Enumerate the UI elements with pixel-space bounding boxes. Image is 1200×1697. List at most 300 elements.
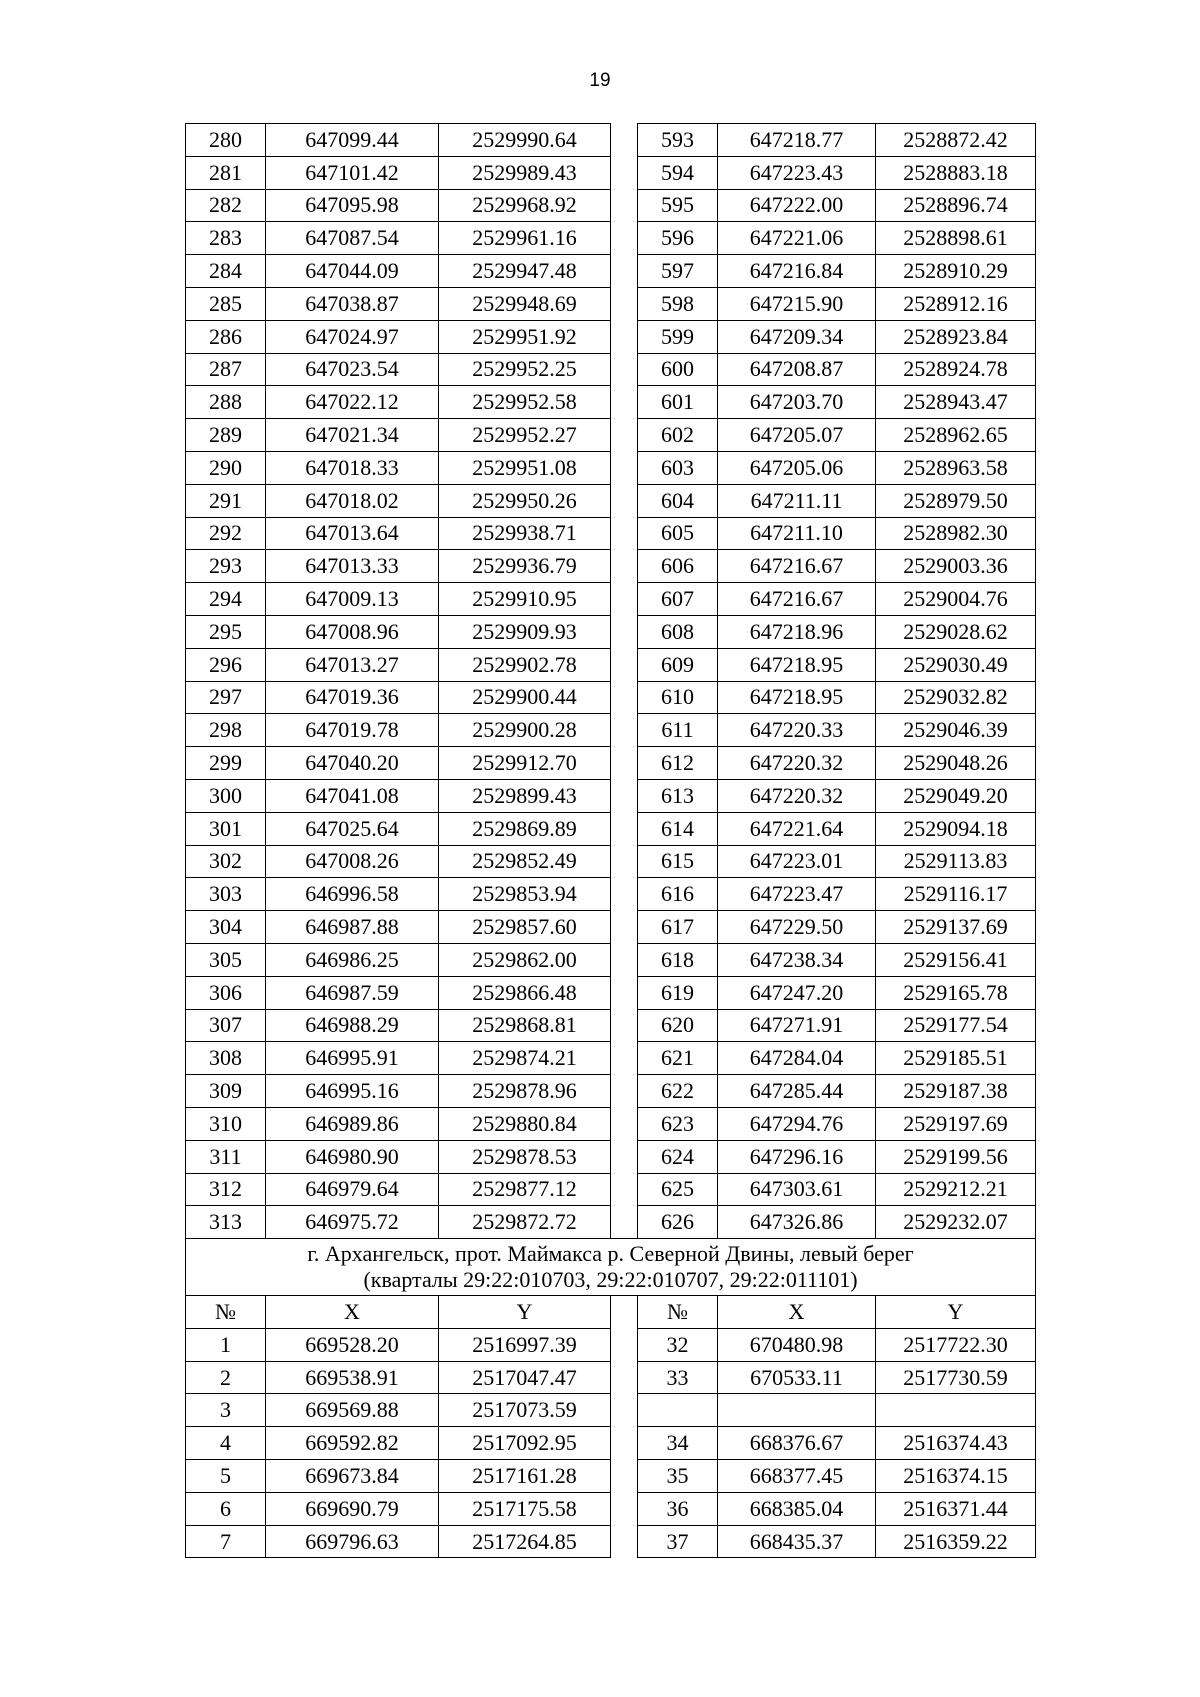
cell-y-left: 2529880.84 bbox=[439, 1107, 611, 1140]
cell-point-number-right: 37 bbox=[638, 1525, 718, 1558]
cell-y-left: 2529912.70 bbox=[439, 747, 611, 780]
cell-y-right: 2516374.15 bbox=[876, 1460, 1036, 1493]
column-gap bbox=[611, 1525, 638, 1558]
column-header-x-left: X bbox=[266, 1296, 439, 1329]
cell-x-right: 647222.00 bbox=[718, 189, 876, 222]
cell-point-number-left: 1 bbox=[186, 1328, 266, 1361]
cell-point-number-left: 304 bbox=[186, 911, 266, 944]
cell-y-left: 2529961.16 bbox=[439, 222, 611, 255]
page-number: 19 bbox=[589, 70, 611, 91]
cell-y-left: 2529910.95 bbox=[439, 583, 611, 616]
table-row bbox=[186, 1427, 1036, 1460]
cell-x-right: 647211.10 bbox=[718, 517, 876, 550]
cell-x-left: 646995.91 bbox=[266, 1042, 439, 1075]
column-gap bbox=[611, 845, 638, 878]
column-gap bbox=[611, 648, 638, 681]
cell-x-left: 669690.79 bbox=[266, 1492, 439, 1525]
cell-y-right: 2529187.38 bbox=[876, 1075, 1036, 1108]
cell-x-right: 647203.70 bbox=[718, 386, 876, 419]
cell-x-left: 647021.34 bbox=[266, 419, 439, 452]
table-row bbox=[186, 1140, 1036, 1173]
cell-x-right: 647221.06 bbox=[718, 222, 876, 255]
table-row bbox=[186, 451, 1036, 484]
table-row bbox=[186, 353, 1036, 386]
cell-x-right: 647208.87 bbox=[718, 353, 876, 386]
cell-y-left: 2529862.00 bbox=[439, 943, 611, 976]
column-gap bbox=[611, 1460, 638, 1493]
cell-point-number-left: 2 bbox=[186, 1361, 266, 1394]
cell-point-number-right: 606 bbox=[638, 550, 718, 583]
cell-y-right: 2528912.16 bbox=[876, 287, 1036, 320]
cell-y-right: 2528979.50 bbox=[876, 484, 1036, 517]
column-gap bbox=[611, 976, 638, 1009]
cell-x-right: 647294.76 bbox=[718, 1107, 876, 1140]
cell-point-number-left: 287 bbox=[186, 353, 266, 386]
table-row bbox=[186, 222, 1036, 255]
cell-x-left: 647018.33 bbox=[266, 451, 439, 484]
cell-x-right: 647223.43 bbox=[718, 156, 876, 189]
table-row bbox=[186, 812, 1036, 845]
cell-y-left: 2517047.47 bbox=[439, 1361, 611, 1394]
cell-x-left: 647009.13 bbox=[266, 583, 439, 616]
cell-point-number-left: 294 bbox=[186, 583, 266, 616]
cell-y-left: 2529866.48 bbox=[439, 976, 611, 1009]
cell-point-number-right: 612 bbox=[638, 747, 718, 780]
cell-point-number-right: 597 bbox=[638, 255, 718, 288]
cell-point-number-left: 313 bbox=[186, 1206, 266, 1239]
cell-y-left: 2529948.69 bbox=[439, 287, 611, 320]
cell-x-left: 647025.64 bbox=[266, 812, 439, 845]
cell-point-number-left: 283 bbox=[186, 222, 266, 255]
table-row bbox=[186, 747, 1036, 780]
cell-y-right bbox=[876, 1394, 1036, 1427]
cell-y-right: 2528963.58 bbox=[876, 451, 1036, 484]
cell-point-number-right: 616 bbox=[638, 878, 718, 911]
column-header-row bbox=[186, 1296, 1036, 1329]
cell-point-number-right: 622 bbox=[638, 1075, 718, 1108]
cell-x-left: 647008.96 bbox=[266, 615, 439, 648]
column-gap bbox=[611, 320, 638, 353]
cell-y-right: 2529185.51 bbox=[876, 1042, 1036, 1075]
cell-x-left: 646987.59 bbox=[266, 976, 439, 1009]
cell-x-left: 669569.88 bbox=[266, 1394, 439, 1427]
column-gap bbox=[611, 451, 638, 484]
cell-x-left: 646987.88 bbox=[266, 911, 439, 944]
cell-point-number-left: 293 bbox=[186, 550, 266, 583]
cell-y-left: 2529853.94 bbox=[439, 878, 611, 911]
cell-point-number-left: 309 bbox=[186, 1075, 266, 1108]
cell-point-number-left: 310 bbox=[186, 1107, 266, 1140]
cell-x-left: 647022.12 bbox=[266, 386, 439, 419]
cell-point-number-right: 34 bbox=[638, 1427, 718, 1460]
cell-y-left: 2517264.85 bbox=[439, 1525, 611, 1558]
column-gap bbox=[611, 550, 638, 583]
cell-y-left: 2529872.72 bbox=[439, 1206, 611, 1239]
cell-point-number-left: 302 bbox=[186, 845, 266, 878]
table-row bbox=[186, 320, 1036, 353]
table-row bbox=[186, 976, 1036, 1009]
table-row bbox=[186, 845, 1036, 878]
table-row bbox=[186, 386, 1036, 419]
column-gap bbox=[611, 287, 638, 320]
cell-y-right: 2529199.56 bbox=[876, 1140, 1036, 1173]
cell-y-right: 2529048.26 bbox=[876, 747, 1036, 780]
column-gap bbox=[611, 1328, 638, 1361]
column-gap bbox=[611, 353, 638, 386]
cell-y-right: 2529032.82 bbox=[876, 681, 1036, 714]
cell-point-number-right: 595 bbox=[638, 189, 718, 222]
column-gap bbox=[611, 714, 638, 747]
cell-x-left: 669538.91 bbox=[266, 1361, 439, 1394]
cell-x-left: 647008.26 bbox=[266, 845, 439, 878]
cell-point-number-right: 604 bbox=[638, 484, 718, 517]
cell-point-number-right: 623 bbox=[638, 1107, 718, 1140]
cell-y-right: 2529094.18 bbox=[876, 812, 1036, 845]
column-gap bbox=[611, 1492, 638, 1525]
cell-y-right: 2528982.30 bbox=[876, 517, 1036, 550]
cell-point-number-left: 299 bbox=[186, 747, 266, 780]
cell-y-left: 2529909.93 bbox=[439, 615, 611, 648]
column-header-y-right: Y bbox=[876, 1296, 1036, 1329]
cell-y-right: 2529137.69 bbox=[876, 911, 1036, 944]
table-row bbox=[186, 1173, 1036, 1206]
cell-y-left: 2517073.59 bbox=[439, 1394, 611, 1427]
cell-x-right: 647205.06 bbox=[718, 451, 876, 484]
cell-point-number-right: 617 bbox=[638, 911, 718, 944]
cell-x-right: 647223.47 bbox=[718, 878, 876, 911]
table-row bbox=[186, 1328, 1036, 1361]
cell-point-number-left: 289 bbox=[186, 419, 266, 452]
coordinates-table-top-body bbox=[186, 124, 1036, 1239]
cell-point-number-right: 610 bbox=[638, 681, 718, 714]
cell-y-left: 2529951.08 bbox=[439, 451, 611, 484]
column-header-number-right: № bbox=[638, 1296, 718, 1329]
cell-point-number-left: 292 bbox=[186, 517, 266, 550]
column-gap bbox=[611, 1394, 638, 1427]
cell-point-number-left: 297 bbox=[186, 681, 266, 714]
cell-x-right: 647216.84 bbox=[718, 255, 876, 288]
column-gap bbox=[611, 1140, 638, 1173]
section-title bbox=[186, 1239, 1036, 1296]
cell-point-number-right bbox=[638, 1394, 718, 1427]
column-gap bbox=[611, 517, 638, 550]
column-gap bbox=[611, 1296, 638, 1329]
cell-y-left: 2517092.95 bbox=[439, 1427, 611, 1460]
column-gap bbox=[611, 1107, 638, 1140]
cell-point-number-left: 5 bbox=[186, 1460, 266, 1493]
cell-x-left: 646995.16 bbox=[266, 1075, 439, 1108]
cell-x-left: 647038.87 bbox=[266, 287, 439, 320]
cell-x-right: 647215.90 bbox=[718, 287, 876, 320]
cell-y-left: 2529936.79 bbox=[439, 550, 611, 583]
cell-y-right: 2528898.61 bbox=[876, 222, 1036, 255]
cell-y-left: 2529951.92 bbox=[439, 320, 611, 353]
table-row bbox=[186, 156, 1036, 189]
cell-x-left: 646980.90 bbox=[266, 1140, 439, 1173]
cell-x-right: 647284.04 bbox=[718, 1042, 876, 1075]
cell-point-number-right: 613 bbox=[638, 779, 718, 812]
cell-point-number-right: 596 bbox=[638, 222, 718, 255]
table-row bbox=[186, 1206, 1036, 1239]
cell-y-right: 2528924.78 bbox=[876, 353, 1036, 386]
table-row bbox=[186, 615, 1036, 648]
cell-x-right: 647220.33 bbox=[718, 714, 876, 747]
cell-y-left: 2529878.53 bbox=[439, 1140, 611, 1173]
cell-x-left: 647101.42 bbox=[266, 156, 439, 189]
cell-point-number-left: 280 bbox=[186, 124, 266, 157]
table-row bbox=[186, 1107, 1036, 1140]
column-header-y-left: Y bbox=[439, 1296, 611, 1329]
cell-x-right: 668376.67 bbox=[718, 1427, 876, 1460]
column-gap bbox=[611, 779, 638, 812]
cell-point-number-left: 281 bbox=[186, 156, 266, 189]
cell-y-left: 2529902.78 bbox=[439, 648, 611, 681]
column-gap bbox=[611, 1206, 638, 1239]
table-row bbox=[186, 878, 1036, 911]
cell-point-number-right: 625 bbox=[638, 1173, 718, 1206]
cell-x-right: 668377.45 bbox=[718, 1460, 876, 1493]
column-gap bbox=[611, 484, 638, 517]
cell-point-number-left: 284 bbox=[186, 255, 266, 288]
cell-y-right: 2529004.76 bbox=[876, 583, 1036, 616]
table-row bbox=[186, 1525, 1036, 1558]
cell-x-left: 647087.54 bbox=[266, 222, 439, 255]
cell-x-left: 646989.86 bbox=[266, 1107, 439, 1140]
cell-point-number-left: 282 bbox=[186, 189, 266, 222]
table-row bbox=[186, 1009, 1036, 1042]
column-gap bbox=[611, 156, 638, 189]
table-row bbox=[186, 1460, 1036, 1493]
table-row bbox=[186, 1075, 1036, 1108]
cell-x-right: 668385.04 bbox=[718, 1492, 876, 1525]
cell-x-right: 647296.16 bbox=[718, 1140, 876, 1173]
cell-point-number-right: 614 bbox=[638, 812, 718, 845]
table-row bbox=[186, 583, 1036, 616]
cell-point-number-right: 621 bbox=[638, 1042, 718, 1075]
cell-y-right: 2528883.18 bbox=[876, 156, 1036, 189]
cell-x-left: 647044.09 bbox=[266, 255, 439, 288]
cell-x-right: 647285.44 bbox=[718, 1075, 876, 1108]
cell-point-number-left: 307 bbox=[186, 1009, 266, 1042]
cell-point-number-left: 301 bbox=[186, 812, 266, 845]
cell-y-right: 2529116.17 bbox=[876, 878, 1036, 911]
cell-x-left: 669673.84 bbox=[266, 1460, 439, 1493]
cell-y-right: 2528923.84 bbox=[876, 320, 1036, 353]
cell-point-number-right: 601 bbox=[638, 386, 718, 419]
cell-point-number-right: 608 bbox=[638, 615, 718, 648]
coordinates-table-bottom-body bbox=[186, 1328, 1036, 1558]
table-row bbox=[186, 714, 1036, 747]
cell-point-number-right: 598 bbox=[638, 287, 718, 320]
cell-y-left: 2529947.48 bbox=[439, 255, 611, 288]
cell-y-right: 2528896.74 bbox=[876, 189, 1036, 222]
section-title-line-2: (кварталы 29:22:010703, 29:22:010707, 29:22:011101) bbox=[363, 1267, 858, 1293]
cell-y-right: 2529197.69 bbox=[876, 1107, 1036, 1140]
cell-point-number-right: 626 bbox=[638, 1206, 718, 1239]
cell-x-left: 647013.33 bbox=[266, 550, 439, 583]
cell-x-left: 647019.78 bbox=[266, 714, 439, 747]
cell-y-right: 2529177.54 bbox=[876, 1009, 1036, 1042]
table-row bbox=[186, 287, 1036, 320]
cell-y-left: 2529989.43 bbox=[439, 156, 611, 189]
cell-x-right: 668435.37 bbox=[718, 1525, 876, 1558]
cell-y-right: 2529232.07 bbox=[876, 1206, 1036, 1239]
cell-point-number-left: 4 bbox=[186, 1427, 266, 1460]
cell-y-left: 2529952.27 bbox=[439, 419, 611, 452]
cell-y-left: 2516997.39 bbox=[439, 1328, 611, 1361]
column-gap bbox=[611, 1042, 638, 1075]
table-row bbox=[186, 1394, 1036, 1427]
column-gap bbox=[611, 1427, 638, 1460]
column-gap bbox=[611, 1075, 638, 1108]
cell-point-number-left: 7 bbox=[186, 1525, 266, 1558]
cell-y-right: 2528962.65 bbox=[876, 419, 1036, 452]
column-gap bbox=[611, 943, 638, 976]
column-gap bbox=[611, 1361, 638, 1394]
cell-x-right: 647220.32 bbox=[718, 779, 876, 812]
cell-point-number-right: 619 bbox=[638, 976, 718, 1009]
table-row bbox=[186, 1361, 1036, 1394]
column-gap bbox=[611, 124, 638, 157]
cell-point-number-left: 291 bbox=[186, 484, 266, 517]
cell-point-number-right: 615 bbox=[638, 845, 718, 878]
cell-point-number-right: 600 bbox=[638, 353, 718, 386]
cell-x-right: 647209.34 bbox=[718, 320, 876, 353]
cell-point-number-right: 33 bbox=[638, 1361, 718, 1394]
cell-x-left: 647019.36 bbox=[266, 681, 439, 714]
cell-y-right: 2529046.39 bbox=[876, 714, 1036, 747]
cell-point-number-left: 285 bbox=[186, 287, 266, 320]
cell-x-left: 646979.64 bbox=[266, 1173, 439, 1206]
cell-point-number-left: 303 bbox=[186, 878, 266, 911]
cell-x-right: 647216.67 bbox=[718, 550, 876, 583]
column-gap bbox=[611, 255, 638, 288]
table-row bbox=[186, 1492, 1036, 1525]
cell-y-right: 2528910.29 bbox=[876, 255, 1036, 288]
column-gap bbox=[611, 419, 638, 452]
table-row bbox=[186, 484, 1036, 517]
table-row bbox=[186, 124, 1036, 157]
column-gap bbox=[611, 1009, 638, 1042]
column-gap bbox=[611, 1173, 638, 1206]
cell-point-number-left: 312 bbox=[186, 1173, 266, 1206]
cell-x-right: 647271.91 bbox=[718, 1009, 876, 1042]
cell-x-right: 647211.11 bbox=[718, 484, 876, 517]
table-row bbox=[186, 189, 1036, 222]
cell-point-number-right: 35 bbox=[638, 1460, 718, 1493]
cell-point-number-right: 624 bbox=[638, 1140, 718, 1173]
table-row bbox=[186, 943, 1036, 976]
cell-y-right: 2528943.47 bbox=[876, 386, 1036, 419]
cell-point-number-left: 306 bbox=[186, 976, 266, 1009]
table-row bbox=[186, 681, 1036, 714]
cell-point-number-left: 290 bbox=[186, 451, 266, 484]
cell-x-left: 646975.72 bbox=[266, 1206, 439, 1239]
cell-y-right: 2529028.62 bbox=[876, 615, 1036, 648]
section-title-row bbox=[186, 1239, 1036, 1296]
cell-x-right: 647218.77 bbox=[718, 124, 876, 157]
cell-x-left: 646986.25 bbox=[266, 943, 439, 976]
cell-y-right: 2529003.36 bbox=[876, 550, 1036, 583]
cell-x-right: 647229.50 bbox=[718, 911, 876, 944]
column-gap bbox=[611, 583, 638, 616]
cell-y-left: 2529990.64 bbox=[439, 124, 611, 157]
cell-x-left: 669796.63 bbox=[266, 1525, 439, 1558]
cell-y-left: 2529877.12 bbox=[439, 1173, 611, 1206]
cell-x-left: 647013.27 bbox=[266, 648, 439, 681]
cell-point-number-right: 36 bbox=[638, 1492, 718, 1525]
cell-point-number-right: 599 bbox=[638, 320, 718, 353]
table-row bbox=[186, 911, 1036, 944]
cell-y-left: 2517161.28 bbox=[439, 1460, 611, 1493]
column-gap bbox=[611, 386, 638, 419]
cell-point-number-left: 308 bbox=[186, 1042, 266, 1075]
cell-x-left: 669592.82 bbox=[266, 1427, 439, 1460]
cell-x-right: 647205.07 bbox=[718, 419, 876, 452]
cell-y-right: 2529049.20 bbox=[876, 779, 1036, 812]
cell-y-right: 2529030.49 bbox=[876, 648, 1036, 681]
cell-x-left: 647041.08 bbox=[266, 779, 439, 812]
table-row bbox=[186, 255, 1036, 288]
cell-x-right: 647218.95 bbox=[718, 648, 876, 681]
cell-x-right: 647220.32 bbox=[718, 747, 876, 780]
cell-x-right: 647216.67 bbox=[718, 583, 876, 616]
cell-x-right: 647223.01 bbox=[718, 845, 876, 878]
cell-y-right: 2517730.59 bbox=[876, 1361, 1036, 1394]
cell-y-left: 2529952.58 bbox=[439, 386, 611, 419]
column-gap bbox=[611, 747, 638, 780]
column-gap bbox=[611, 615, 638, 648]
cell-x-right: 647303.61 bbox=[718, 1173, 876, 1206]
cell-point-number-left: 305 bbox=[186, 943, 266, 976]
cell-x-left: 646988.29 bbox=[266, 1009, 439, 1042]
cell-point-number-right: 609 bbox=[638, 648, 718, 681]
cell-y-right: 2516371.44 bbox=[876, 1492, 1036, 1525]
table-row bbox=[186, 419, 1036, 452]
table-row bbox=[186, 1042, 1036, 1075]
cell-point-number-left: 298 bbox=[186, 714, 266, 747]
column-gap bbox=[611, 189, 638, 222]
column-gap bbox=[611, 878, 638, 911]
cell-y-left: 2529968.92 bbox=[439, 189, 611, 222]
column-gap bbox=[611, 681, 638, 714]
column-gap bbox=[611, 222, 638, 255]
cell-x-left: 647040.20 bbox=[266, 747, 439, 780]
cell-y-right: 2529212.21 bbox=[876, 1173, 1036, 1206]
cell-y-left: 2529952.25 bbox=[439, 353, 611, 386]
coordinates-table bbox=[185, 123, 1036, 1558]
cell-x-right: 647238.34 bbox=[718, 943, 876, 976]
cell-x-right bbox=[718, 1394, 876, 1427]
cell-point-number-left: 311 bbox=[186, 1140, 266, 1173]
column-header-number-left: № bbox=[186, 1296, 266, 1329]
cell-y-left: 2529868.81 bbox=[439, 1009, 611, 1042]
cell-point-number-right: 593 bbox=[638, 124, 718, 157]
column-gap bbox=[611, 911, 638, 944]
cell-point-number-left: 3 bbox=[186, 1394, 266, 1427]
cell-x-left: 647024.97 bbox=[266, 320, 439, 353]
cell-point-number-right: 602 bbox=[638, 419, 718, 452]
cell-x-right: 647326.86 bbox=[718, 1206, 876, 1239]
cell-x-right: 670480.98 bbox=[718, 1328, 876, 1361]
cell-x-left: 647095.98 bbox=[266, 189, 439, 222]
cell-y-right: 2516359.22 bbox=[876, 1525, 1036, 1558]
cell-y-left: 2529857.60 bbox=[439, 911, 611, 944]
cell-point-number-left: 300 bbox=[186, 779, 266, 812]
cell-point-number-right: 611 bbox=[638, 714, 718, 747]
cell-point-number-right: 607 bbox=[638, 583, 718, 616]
cell-x-left: 646996.58 bbox=[266, 878, 439, 911]
